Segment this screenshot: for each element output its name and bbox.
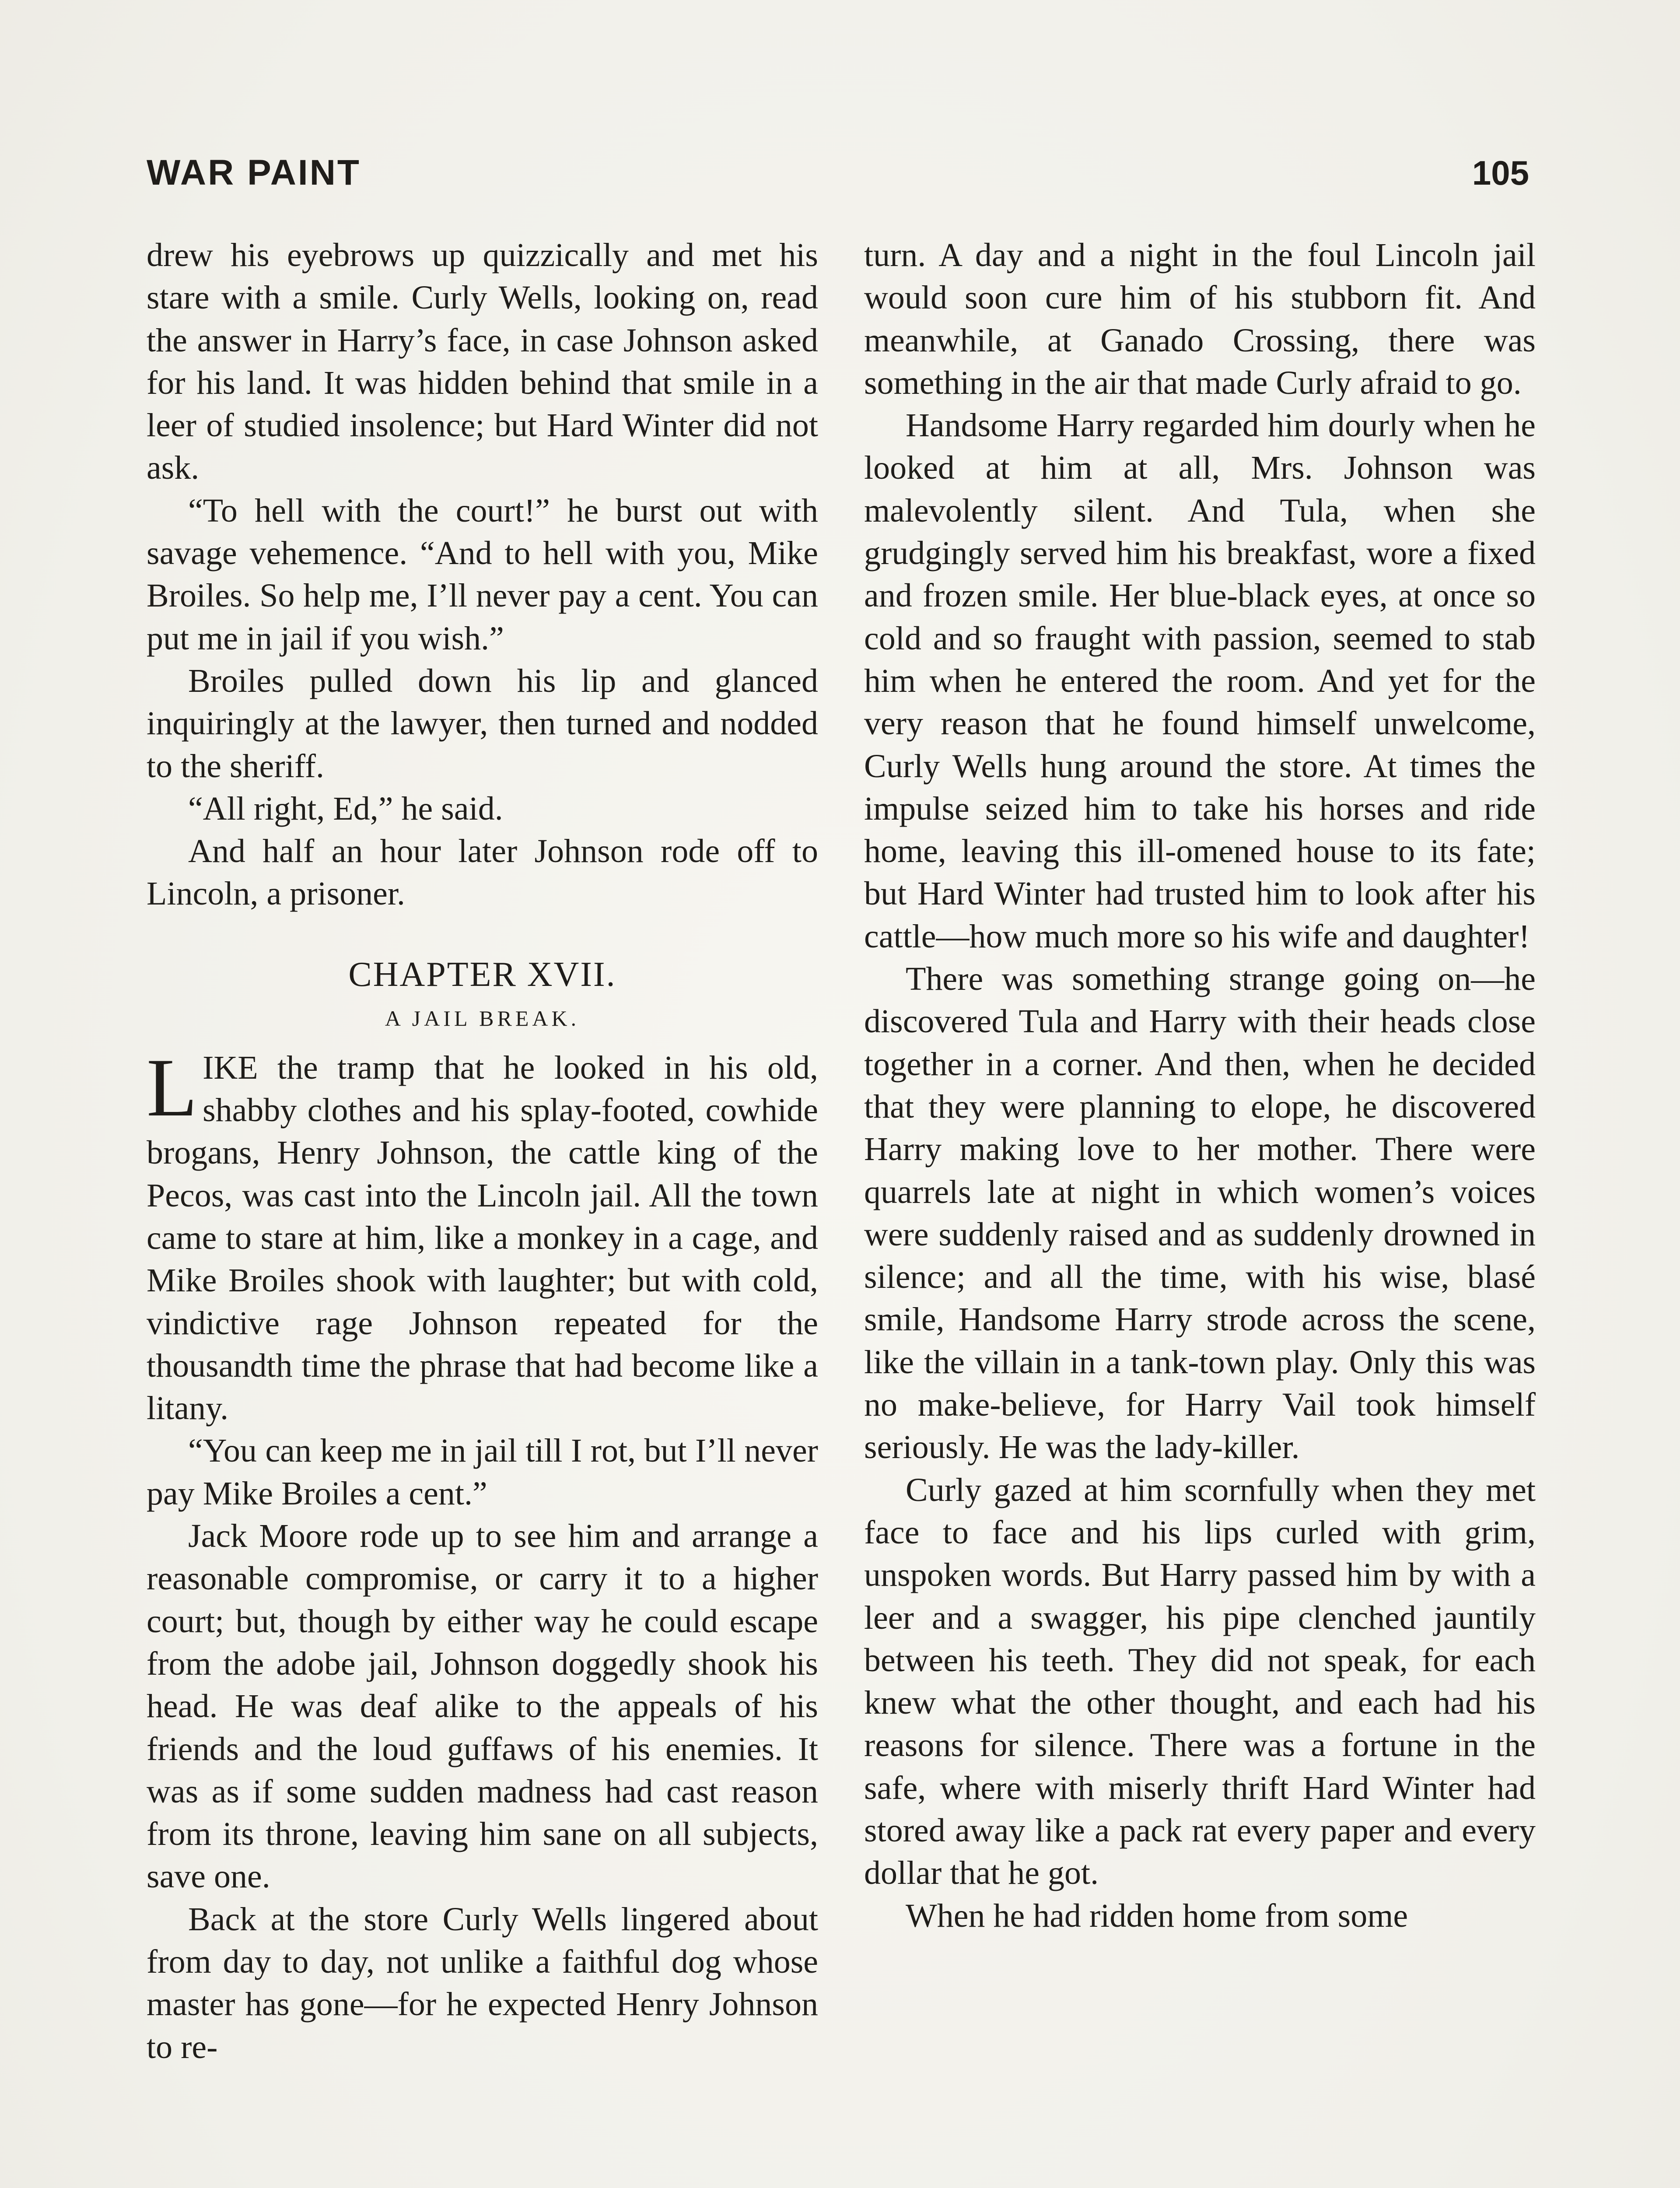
chapter-opening-paragraph — [147, 1041, 818, 1430]
paragraph: Jack Moore rode up to see him and arrange a reasonable compromise, or carry it to a higher court; but, though by either way he could escape from the adobe jail, Johnson doggedly shook his head. He was deaf alike to the appeals of his friends and the loud guffaws of his enemies. It was as if some sudden madness had cast reason from its throne, leaving him sane on all subjects, save one. — [147, 1518, 818, 1895]
running-head — [147, 151, 1529, 203]
paragraph: Back at the store Curly Wells lingered about from day to day, not unlike a faithful dog whose master has gone—for he expected Henry Johnson to re- — [147, 1900, 818, 2065]
right-column — [864, 234, 1536, 1937]
paragraph: Broiles pulled down his lip and glanced inquiringly at the lawyer, then turned and nodded to the sheriff. — [147, 662, 818, 785]
page-number: 105 — [1472, 154, 1529, 192]
chapter-title: CHAPTER XVII. — [348, 955, 616, 994]
running-title: WAR PAINT — [147, 153, 361, 193]
paragraph: And half an hour later Johnson rode off to Lincoln, a prisoner. — [147, 833, 818, 912]
paragraph: turn. A day and a night in the foul Lincoln jail would soon cure him of his stubborn fit. And meanwhile, at Ganado Crossing, there was something in the air that made Curly afraid to go. — [864, 237, 1536, 401]
paragraph-text: IKE the tramp that he looked in his old, shabby clothes and his splay-footed, cowhide brogans, Henry Johnson, the cattle king of the Pecos, was cast into the Lincoln jail. All the town came to stare at him, like a monkey in a cage, and Mike Broiles shook with laughter; but with cold, vindictive rage Johnson repeated for the thousandth time the phrase that had become like a litany. — [147, 1049, 818, 1427]
left-column — [147, 234, 818, 2069]
paragraph: drew his eyebrows up quizzically and met his stare with a smile. Curly Wells, looking on, read the answer in Harry’s face, in case Johnson asked for his land. It was hidden behind that smile in a leer of studied insolence; but Hard Winter did not ask. — [147, 237, 818, 487]
paragraph: “You can keep me in jail till I rot, but I’ll never pay Mike Broiles a cent.” — [147, 1432, 818, 1512]
drop-cap: L — [147, 1041, 198, 1134]
paragraph: There was something strange going on—he discovered Tula and Harry with their heads close together in a corner. And then, when he decided that they were planning to elope, he discovered Harry making love to her mother. There were quarrels late at night in which women’s voices were suddenly raised and as suddenly drowned in silence; and all the time, with his wise, blasé smile, Handsome Harry strode across the scene, like the villain in a tank-town play. Only this was no make-believe, for Harry Vail took himself seriously. He was the lady-killer. — [864, 961, 1536, 1466]
paragraph: “All right, Ed,” he said. — [188, 790, 503, 827]
paragraph: Curly gazed at him scornfully when they met face to face and his lips curled with grim, unspoken words. But Harry passed him by with a leer and a swagger, his pipe clenched jauntily between his teeth. They did not speak, for each knew what the other thought, and each had his reasons for silence. There was a fortune in the safe, where with miserly thrift Hard Winter had stored away like a pack rat every paper and every dollar that he got. — [864, 1471, 1536, 1892]
paragraph: “To hell with the court!” he burst out with savage vehemence. “And to hell with you, Mike Broiles. So help me, I’ll never pay a cent. You can put me in jail if you wish.” — [147, 492, 818, 657]
paragraph: When he had ridden home from some — [906, 1897, 1408, 1934]
chapter-subtitle: A JAIL BREAK. — [385, 1006, 580, 1031]
paragraph: Handsome Harry regarded him dourly when he looked at him at all, Mrs. Johnson was malevolently silent. And Tula, when she grudgingly served him his breakfast, wore a fixed and frozen smile. Her blue-black eyes, at once so cold and so fraught with passion, seemed to stab him when he entered the room. And yet for the very reason that he found himself unwelcome, Curly Wells hung around the store. At times the impulse seized him to take his horses and ride home, leaving this ill-omened house to its fate; but Hard Winter had trusted him to look after his cattle—how much more so his wife and daughter! — [864, 407, 1536, 955]
